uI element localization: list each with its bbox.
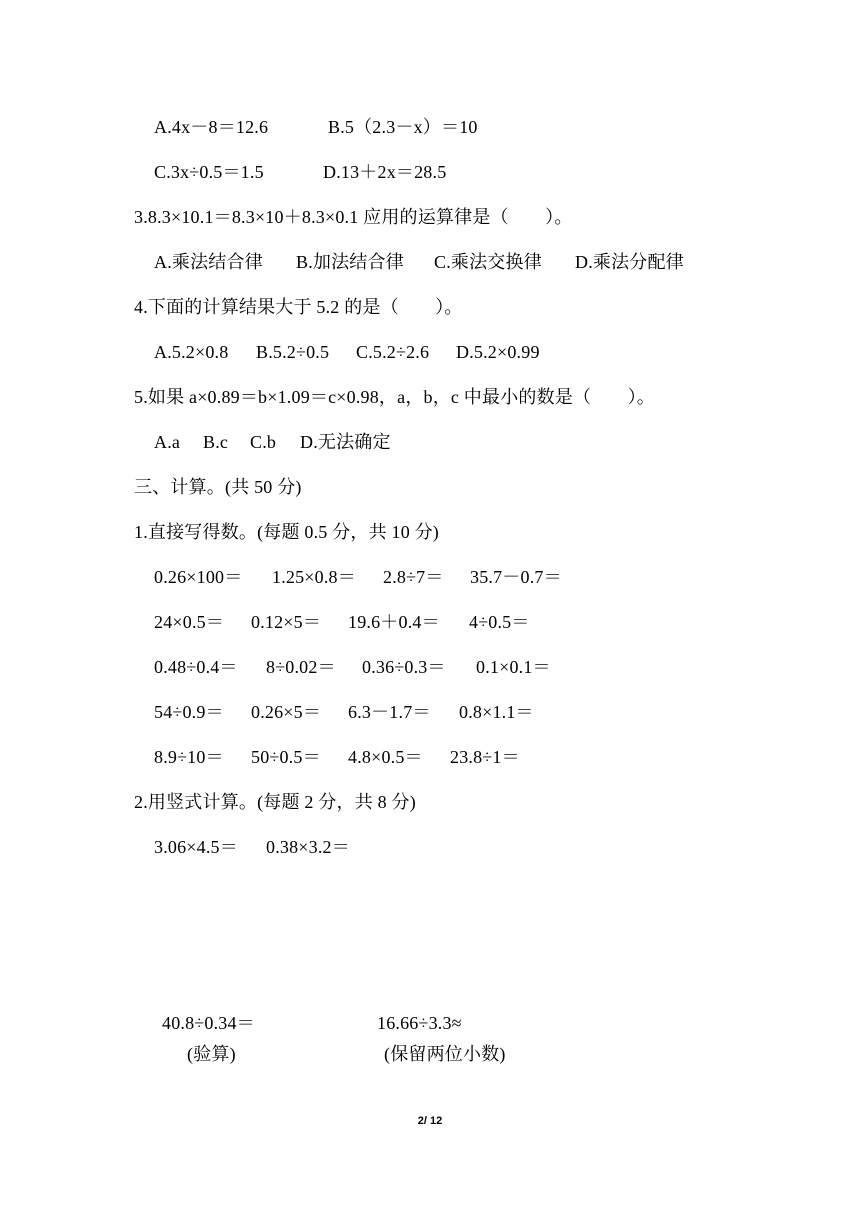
option-c: C.5.2÷2.6 xyxy=(356,342,430,362)
calc-item: 0.48÷0.4＝ xyxy=(154,657,238,677)
calc-item: 0.36÷0.3＝ xyxy=(362,657,446,677)
option-c: C.3x÷0.5＝1.5 xyxy=(154,162,264,182)
question-5-text: 5.如果 a×0.89＝b×1.09＝c×0.98，a，b，c 中最小的数是（ ）。 xyxy=(134,387,656,407)
calc-item: 8÷0.02＝ xyxy=(266,657,336,677)
option-b: B.c xyxy=(203,432,229,452)
option-a: A.4x－8＝12.6 xyxy=(154,117,269,137)
subsection-2-heading xyxy=(134,790,416,814)
subsection-1-text: 1.直接写得数。(每题 0.5 分，共 10 分) xyxy=(134,522,439,542)
section-heading-text: 三、计算。(共 50 分) xyxy=(134,477,302,497)
option-d: D.乘法分配律 xyxy=(575,252,684,272)
option-a: A.5.2×0.8 xyxy=(154,342,229,362)
calc-item: 24×0.5＝ xyxy=(154,612,225,632)
calc-item: 40.8÷0.34＝ xyxy=(162,1013,255,1033)
calc-item: 23.8÷1＝ xyxy=(450,747,520,767)
question-5 xyxy=(134,385,655,409)
option-d: D.5.2×0.99 xyxy=(456,342,540,362)
calc-item: 0.8×1.1＝ xyxy=(459,702,534,722)
question-3-text: 3.8.3×10.1＝8.3×10＋8.3×0.1 应用的运算律是（ ）。 xyxy=(134,207,573,227)
calc-item: 0.12×5＝ xyxy=(251,612,322,632)
option-d: D.无法确定 xyxy=(300,432,391,452)
option-a: A.a xyxy=(154,432,181,452)
calc-item: 4÷0.5＝ xyxy=(469,612,530,632)
question-4 xyxy=(134,295,463,319)
calc-item: 54÷0.9＝ xyxy=(154,702,224,722)
page-number: 2/ 12 xyxy=(417,1115,443,1127)
calc-item: 19.6＋0.4＝ xyxy=(348,612,440,632)
option-b: B.5（2.3－x）＝10 xyxy=(328,117,478,137)
calc-item: 0.26×100＝ xyxy=(154,567,243,587)
section-heading xyxy=(134,475,302,499)
calc-item: 6.3－1.7＝ xyxy=(348,702,431,722)
calc-item: 35.7－0.7＝ xyxy=(470,567,562,587)
option-a: A.乘法结合律 xyxy=(154,252,263,272)
calc-item: 2.8÷7＝ xyxy=(383,567,444,587)
calc-item: 3.06×4.5＝ xyxy=(154,837,238,857)
option-c: C.b xyxy=(250,432,277,452)
calc-item: 8.9÷10＝ xyxy=(154,747,224,767)
calc-item: 16.66÷3.3≈ xyxy=(377,1013,462,1033)
calc-item: 0.38×3.2＝ xyxy=(266,837,350,857)
calc-item: 50÷0.5＝ xyxy=(251,747,321,767)
check-note: (验算) xyxy=(187,1044,236,1064)
question-4-text: 4.下面的计算结果大于 5.2 的是（ ）。 xyxy=(134,297,463,317)
question-3 xyxy=(134,205,573,229)
calc-item: 0.26×5＝ xyxy=(251,702,322,722)
calc-item: 0.1×0.1＝ xyxy=(476,657,551,677)
calc-item: 1.25×0.8＝ xyxy=(272,567,356,587)
option-b: B.加法结合律 xyxy=(296,252,404,272)
option-b: B.5.2÷0.5 xyxy=(256,342,330,362)
calc-item: 4.8×0.5＝ xyxy=(348,747,423,767)
option-d: D.13＋2x＝28.5 xyxy=(323,162,447,182)
rounding-note: (保留两位小数) xyxy=(384,1044,506,1064)
subsection-1-heading xyxy=(134,520,439,544)
subsection-2-text: 2.用竖式计算。(每题 2 分，共 8 分) xyxy=(134,792,416,812)
option-c: C.乘法交换律 xyxy=(434,252,542,272)
